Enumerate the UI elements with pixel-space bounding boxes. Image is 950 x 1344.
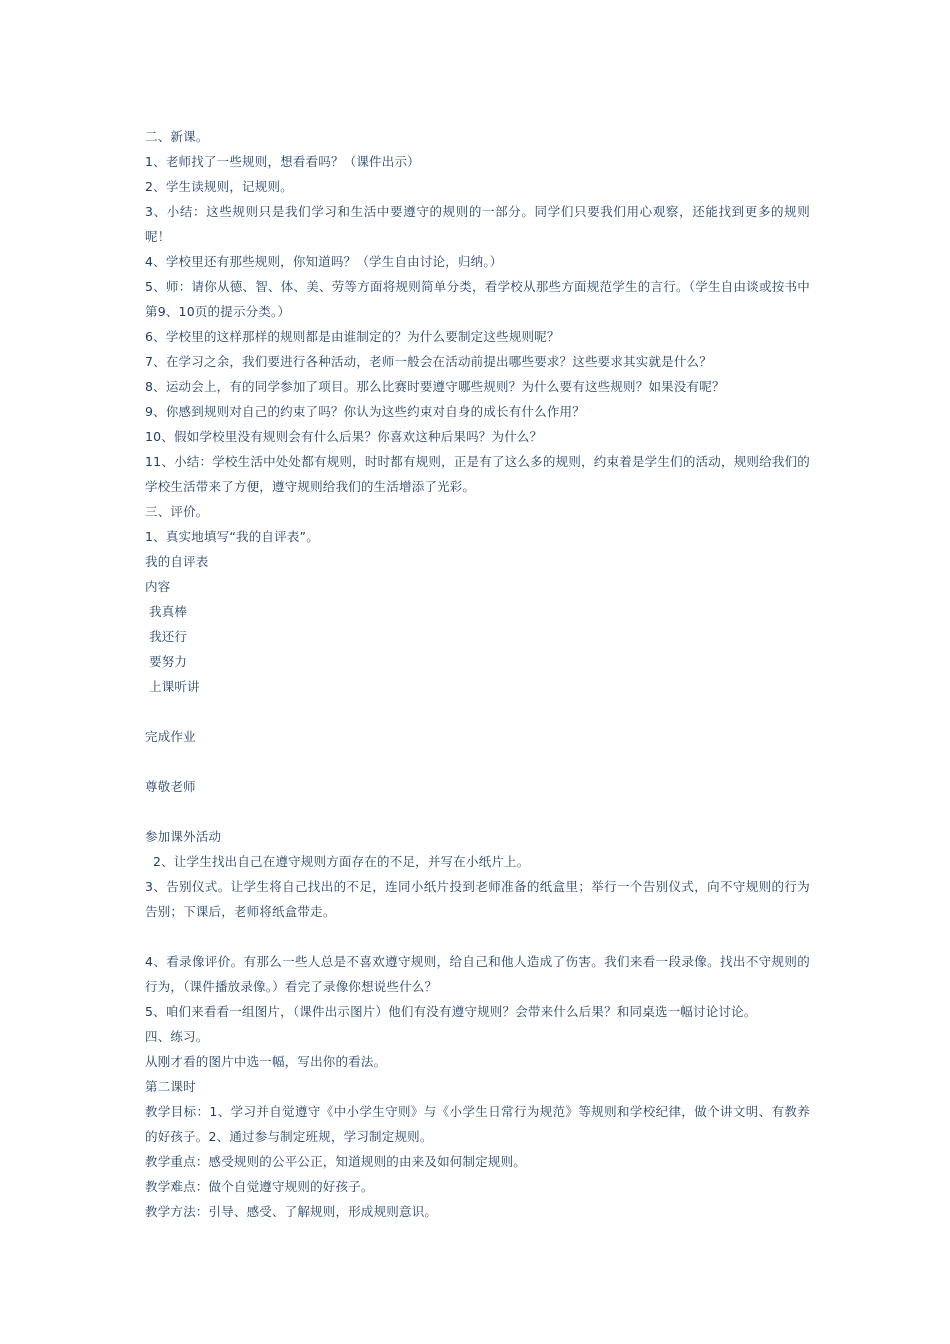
teaching-difficulties: 教学难点：做个自觉遵守规则的好孩子。 [145, 1179, 374, 1194]
paragraph-6: 6、学校里的这样那样的规则都是由谁制定的？为什么要制定这些规则呢？ [145, 329, 560, 344]
section-heading-evaluation: 三、评价。 [145, 504, 209, 519]
paragraph-3: 3、小结：这些规则只是我们学习和生活中要遵守的规则的一部分。同学们只要我们用心观察，还能找到更多的规则呢！ [145, 204, 810, 244]
document-page [145, 124, 810, 1224]
self-evaluation-title: 我的自评表 [145, 554, 209, 569]
paragraph-1: 1、老师找了一些规则，想看看吗？（课件出示） [145, 154, 420, 169]
paragraph-10: 10、假如学校里没有规则会有什么后果？你喜欢这种后果吗？为什么？ [145, 429, 543, 444]
teaching-goals: 教学目标：1、学习并自觉遵守《中小学生守则》与《小学生日常行为规范》等规则和学校纪律，做个讲文明、有教养的好孩子。2、通过参与制定班规，学习制定规则。 [145, 1104, 810, 1144]
section-heading-practice: 四、练习。 [145, 1029, 209, 1044]
teaching-methods: 教学方法：引导、感受、了解规则，形成规则意识。 [145, 1204, 438, 1219]
paragraph-8: 8、运动会上，有的同学参加了项目。那么比赛时要遵守哪些规则？为什么要有这些规则？如果没有呢？ [145, 379, 725, 394]
teaching-key-points: 教学重点：感受规则的公平公正，知道规则的由来及如何制定规则。 [145, 1154, 527, 1169]
evaluation-item-4: 4、看录像评价。有那么一些人总是不喜欢遵守规则，给自己和他人造成了伤害。我们来看一段录像。找出不守规则的行为，（课件播放录像。）看完了录像你想说些什么？ [145, 954, 810, 994]
table-header-great: 我真棒 [149, 604, 188, 619]
paragraph-4: 4、学校里还有那些规则，你知道吗？（学生自由讨论，归纳。） [145, 254, 503, 269]
evaluation-item-5: 5、咱们来看看一组图片，（课件出示图片）他们有没有遵守规则？会带来什么后果？和同桌选一幅讨论讨论。 [145, 1004, 757, 1019]
table-row-listen: 上课听讲 [149, 679, 200, 694]
spacer [145, 799, 810, 824]
paragraph-5: 5、师：请你从德、智、体、美、劳等方面将规则简单分类，看学校从那些方面规范学生的言行。（学生自由谈或按书中第9、10页的提示分类。） [145, 279, 810, 319]
spacer [145, 699, 810, 724]
table-header-try-harder: 要努力 [149, 654, 188, 669]
table-header-content: 内容 [145, 579, 171, 594]
section-heading-new-lesson: 二、新课。 [145, 129, 209, 144]
second-lesson-heading: 第二课时 [145, 1079, 196, 1094]
paragraph-2: 2、学生读规则，记规则。 [145, 179, 293, 194]
practice-item: 从刚才看的图片中选一幅，写出你的看法。 [145, 1054, 387, 1069]
table-row-respect: 尊敬老师 [145, 779, 196, 794]
evaluation-item-2: 2、让学生找出自己在遵守规则方面存在的不足，并写在小纸片上。 [153, 854, 530, 869]
evaluation-item-3: 3、告别仪式。让学生将自己找出的不足，连同小纸片投到老师准备的纸盒里；举行一个告别仪式，向不守规则的行为告别；下课后，老师将纸盒带走。 [145, 879, 810, 919]
paragraph-7: 7、在学习之余，我们要进行各种活动，老师一般会在活动前提出哪些要求？这些要求其实就是什么？ [145, 354, 712, 369]
paragraph-9: 9、你感到规则对自己的约束了吗？你认为这些约束对自身的成长有什么作用？ [145, 404, 585, 419]
paragraph-11: 11、小结：学校生活中处处都有规则，时时都有规则，正是有了这么多的规则，约束着是学生们的活动，规则给我们的学校生活带来了方便，遵守规则给我们的生活增添了光彩。 [145, 454, 810, 494]
table-row-activities: 参加课外活动 [145, 829, 222, 844]
spacer [145, 924, 810, 949]
evaluation-item-1: 1、真实地填写“我的自评表”。 [145, 529, 319, 544]
spacer [145, 749, 810, 774]
table-header-ok: 我还行 [149, 629, 188, 644]
table-row-homework: 完成作业 [145, 729, 196, 744]
